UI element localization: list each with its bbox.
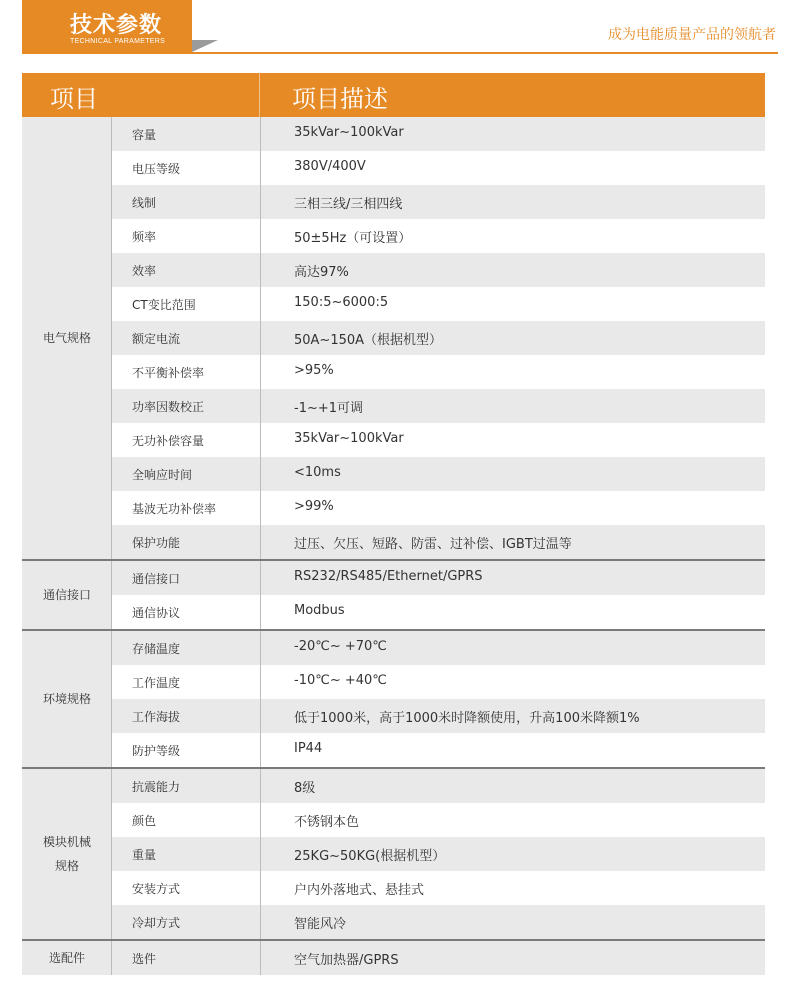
parameter-value: >95%: [294, 363, 334, 378]
column-divider-line: [260, 287, 261, 321]
table-row: [112, 491, 765, 525]
parameter-label: 安装方式: [132, 882, 181, 896]
slogan: 成为电能质量产品的领航者: [608, 27, 776, 43]
group-name: 规格: [54, 859, 79, 873]
table-header: [22, 73, 765, 117]
parameter-label: 线制: [132, 196, 157, 210]
parameter-label: 全响应时间: [132, 468, 193, 482]
table-row: [112, 151, 765, 185]
group-cell: [22, 941, 112, 975]
parameter-label: 抗震能力: [132, 780, 181, 794]
column-header-description: 项目描述: [292, 85, 388, 113]
column-divider-line: [260, 905, 261, 939]
column-divider-line: [260, 733, 261, 767]
group-name: 电气规格: [42, 331, 91, 345]
parameter-value: 低于1000米，高于1000米时降额使用，升高100米降额1%: [294, 711, 640, 726]
parameter-label: 不平衡补偿率: [132, 366, 205, 380]
column-divider-line: [260, 699, 261, 733]
table-row: [112, 595, 765, 629]
page-header: [0, 0, 790, 66]
parameter-label: 电压等级: [132, 162, 181, 176]
table-row: [112, 321, 765, 355]
table-row: [112, 219, 765, 253]
banner-tail-decoration: [192, 40, 218, 52]
column-divider-line: [260, 219, 261, 253]
table-row: [112, 769, 765, 803]
parameter-value: 35kVar~100kVar: [294, 431, 404, 446]
column-header-item: 项目: [50, 85, 98, 113]
column-divider-line: [260, 561, 261, 595]
parameter-label: 无功补偿容量: [132, 434, 205, 448]
column-divider-line: [260, 253, 261, 287]
table-row: [112, 803, 765, 837]
parameter-value: <10ms: [294, 465, 341, 480]
parameter-label: 重量: [132, 848, 157, 862]
parameter-label: 容量: [132, 128, 157, 142]
group-name: 通信接口: [42, 588, 91, 602]
column-divider-line: [260, 837, 261, 871]
table-row: [112, 941, 765, 975]
parameter-value: 50±5Hz（可设置）: [294, 231, 412, 246]
parameter-value: -20℃~ +70℃: [294, 639, 387, 654]
parameter-value: -1~+1可调: [294, 401, 364, 416]
parameter-label: 保护功能: [132, 536, 181, 550]
parameters-table: [22, 73, 765, 975]
parameter-value: 空气加热器/GPRS: [294, 953, 399, 968]
table-row: [112, 871, 765, 905]
table-row: [112, 287, 765, 321]
parameter-value: RS232/RS485/Ethernet/GPRS: [294, 569, 483, 584]
parameter-label: 额定电流: [132, 332, 181, 346]
parameter-value: 380V/400V: [294, 159, 366, 174]
column-divider-line: [260, 941, 261, 975]
table-row: [112, 561, 765, 595]
parameter-label: 通信接口: [132, 572, 181, 586]
parameter-value: 25KG~50KG(根据机型）: [294, 849, 446, 864]
table-row: [112, 733, 765, 767]
column-divider-line: [260, 185, 261, 219]
group-name: 选配件: [48, 951, 85, 965]
column-divider-line: [260, 631, 261, 665]
parameter-value: 三相三线/三相四线: [294, 197, 403, 212]
parameter-value: -10℃~ +40℃: [294, 673, 387, 688]
parameter-value: 不锈钢本色: [294, 815, 360, 830]
table-row: [112, 457, 765, 491]
parameter-value: 35kVar~100kVar: [294, 125, 404, 140]
column-divider-line: [260, 423, 261, 457]
table-row: [112, 389, 765, 423]
column-divider-line: [260, 491, 261, 525]
parameter-label: 通信协议: [132, 606, 181, 620]
column-divider-line: [260, 389, 261, 423]
group-cell: [22, 769, 112, 939]
parameter-label: 频率: [132, 230, 157, 244]
column-divider-line: [260, 355, 261, 389]
parameter-label: 工作温度: [132, 676, 181, 690]
table-row: [112, 905, 765, 939]
parameter-label: 防护等级: [132, 744, 181, 758]
table-row: [112, 631, 765, 665]
parameter-value: 8级: [294, 781, 316, 796]
column-divider-line: [260, 525, 261, 559]
parameter-value: Modbus: [294, 603, 345, 618]
parameter-value: >99%: [294, 499, 334, 514]
column-divider-line: [260, 457, 261, 491]
column-divider-line: [260, 665, 261, 699]
parameter-label: 效率: [132, 264, 157, 278]
parameter-label: 颜色: [132, 814, 157, 828]
group-name: 环境规格: [42, 692, 91, 706]
parameter-value: 智能风冷: [294, 917, 347, 932]
parameter-value: 50A~150A（根据机型）: [294, 333, 443, 348]
header-divider-line: [259, 73, 260, 117]
parameter-label: 存储温度: [132, 642, 181, 656]
table-row: [112, 423, 765, 457]
table-row: [112, 665, 765, 699]
parameter-label: 工作海拔: [132, 710, 181, 724]
parameter-value: 150:5~6000:5: [294, 295, 389, 310]
group-cell: [22, 117, 112, 559]
parameter-label: 基波无功补偿率: [132, 502, 217, 516]
parameter-label: 功率因数校正: [132, 400, 205, 414]
section-subtitle: TECHNICAL PARAMETERS: [70, 38, 166, 45]
column-divider-line: [260, 321, 261, 355]
section-title-banner: [22, 0, 192, 52]
column-divider-line: [260, 871, 261, 905]
parameter-label: CT变比范围: [132, 298, 196, 312]
parameter-label: 冷却方式: [132, 916, 181, 930]
table-row: [112, 525, 765, 559]
column-divider-line: [260, 595, 261, 629]
column-divider-line: [260, 769, 261, 803]
table-row: [112, 355, 765, 389]
table-row: [112, 253, 765, 287]
group-cell: [22, 561, 112, 629]
table-row: [112, 699, 765, 733]
parameter-value: 过压、欠压、短路、防雷、过补偿、IGBT过温等: [294, 537, 572, 552]
column-divider-line: [260, 151, 261, 185]
parameter-label: 选件: [132, 952, 157, 966]
group-cell: [22, 631, 112, 767]
table-body: [22, 117, 765, 975]
parameter-value: IP44: [294, 741, 323, 756]
table-row: [112, 117, 765, 151]
header-divider: [22, 52, 778, 54]
parameter-value: 户内外落地式、悬挂式: [294, 883, 425, 898]
column-divider-line: [260, 803, 261, 837]
table-row: [112, 185, 765, 219]
parameter-value: 高达97%: [294, 265, 349, 280]
section-title: 技术参数: [70, 12, 163, 38]
column-divider-line: [260, 117, 261, 151]
table-row: [112, 837, 765, 871]
group-name: 模块机械: [42, 835, 91, 849]
